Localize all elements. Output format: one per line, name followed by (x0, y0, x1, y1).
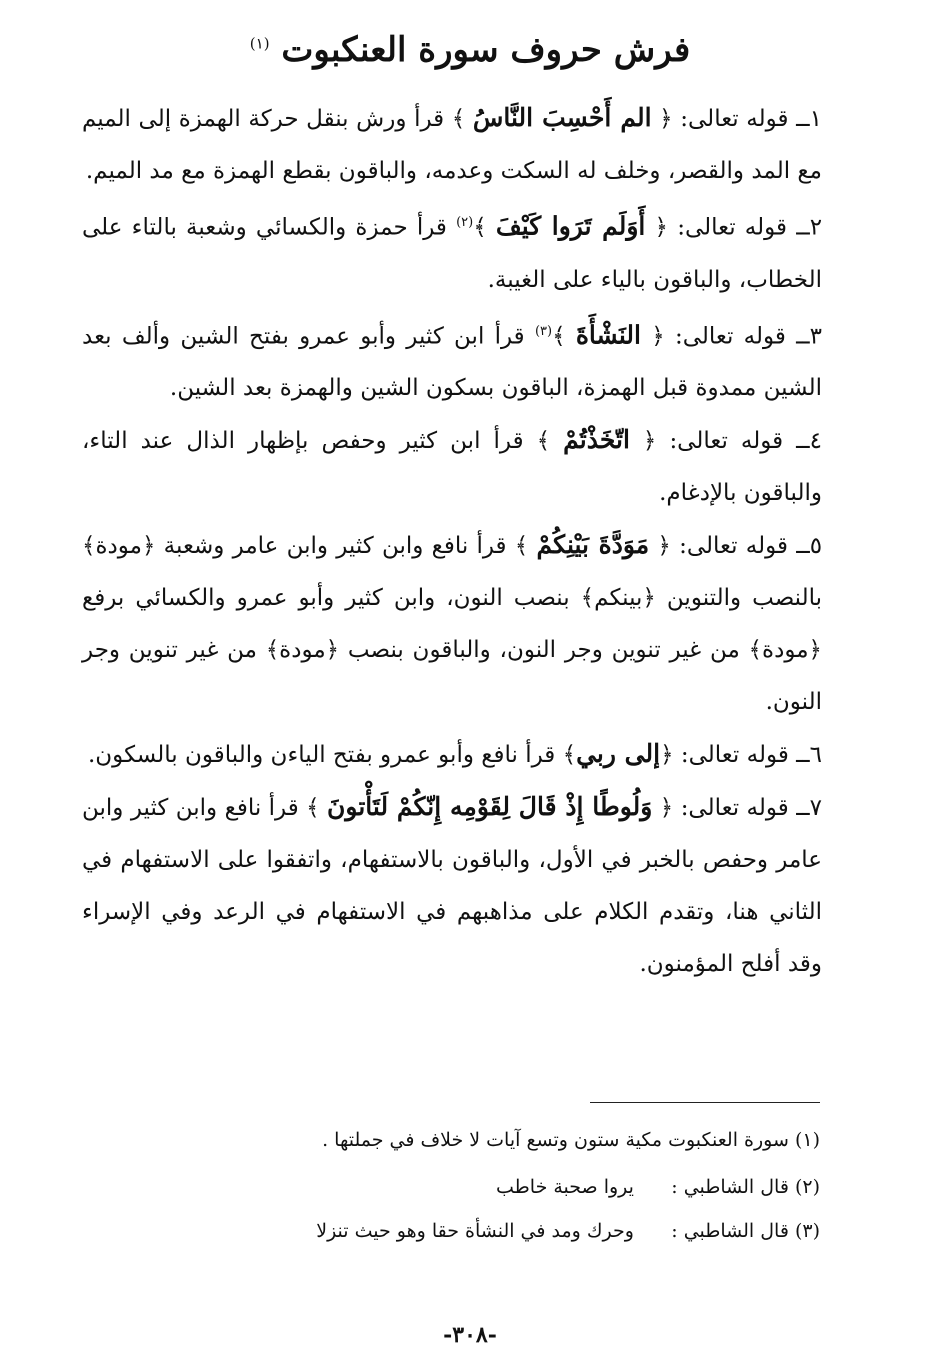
title-text: فرش حروف سورة العنكبوت (281, 30, 691, 70)
main-text (82, 92, 822, 990)
title-footnote-ref: (١) (249, 34, 270, 53)
page-title (0, 30, 940, 70)
paragraph-intro: قوله تعالى: (679, 533, 788, 560)
paragraph-text: قرأ حمزة والكسائي وشعبة بالتاء على الخطاب، والباقون بالياء على الغيبة. (82, 214, 822, 293)
paragraph: ١ــ قوله تعالى: ﴿ الم أَحْسِبَ النَّاسُ ﴾ قرأ ورش بنقل حركة الهمزة إلى الميم مع المد والقصر، وخلف له السكت وعدمه، والباقون بقطع الهمزة مع مد الميم. (82, 103, 822, 184)
page-number: -٣٠٨- (443, 1322, 497, 1348)
paragraph-number: ٢ــ (796, 214, 823, 241)
paragraph: ٧ــ قوله تعالى: ﴿ وَلُوطًا إِذْ قَالَ لِقَوْمِه إِنّكُمْ لَتَأْتونَ ﴾ قرأ نافع وابن كثير وابن عامر وحفص بالخبر في الأول، والباقون بالاستفهام، واتفقوا على الاستفهام في الثاني هنا، وتقدم الكلام على مذاهبهم في الاستفهام في الرعد وفي الإسراء وقد أفلح المؤمنون. (82, 792, 823, 978)
quran-quote: اتّخَذْتُمْ (563, 425, 630, 455)
footnote-verse: وحرك ومد في النشأة حقا وهو حيث تنزلا (316, 1220, 634, 1242)
paragraph-number: ١ــ (796, 106, 822, 132)
paragraph-text: قرأ نافع وابن كثير وابن عامر وحفص بالخبر في الأول، والباقون بالاستفهام، واتفقوا على الاستفهام في الثاني هنا، وتقدم الكلام على مذاهبهم في الاستفهام في الرعد وفي الإسراء وقد أفلح المؤمنون. (82, 795, 822, 978)
footnote-label: (٣) قال الشاطبي : (671, 1220, 820, 1242)
footnote-verse: يروا صحبة خاطب (496, 1176, 634, 1198)
footnote-divider (590, 1102, 820, 1103)
paragraph-text: قرأ نافع وأبو عمرو بفتح الياءن والباقون بالسكون. (87, 742, 556, 769)
paragraph-text: قرأ نافع وابن كثير وابن عامر وشعبة ﴿مودة﴾ بالنصب والتنوين ﴿بينكم﴾ بنصب النون، وابن كثير وأبو عمرو والكسائي برفع ﴿مودة﴾ من غير تنوين وجر النون، والباقون بنصب ﴿مودة﴾ من غير تنوين وجر النون. (82, 533, 822, 716)
paragraph-number: ٤ــ (796, 428, 822, 455)
quran-quote: مَوَدَّةَ بَيْنِكُمْ (536, 530, 650, 560)
quran-quote: أَوَلَم تَرَوا كَيْفَ (495, 211, 646, 241)
paragraph-text: قرأ ابن كثير وأبو عمرو بفتح الشين وألف بعد الشين ممدوة قبل الهمزة، الباقون بسكون الشين والهمزة بعد الشين. (82, 323, 822, 402)
paragraph-intro: قوله تعالى: (680, 742, 789, 769)
paragraph-text: قرأ ورش بنقل حركة الهمزة إلى الميم مع المد والقصر، وخلف له السكت وعدمه، والباقون بقطع الهمزة مع مد الميم. (82, 106, 822, 184)
paragraph-number: ٧ــ (796, 795, 823, 822)
paragraph-intro: قوله تعالى: (669, 428, 784, 455)
paragraph-number: ٣ــ (796, 323, 822, 350)
paragraph-intro: قوله تعالى: (680, 106, 789, 132)
footnote-2 (90, 1172, 820, 1202)
paragraph-number: ٦ــ (796, 742, 822, 769)
footnote-1: (١) سورة العنكبوت مكية ستون وتسع آيات لا خلاف في جملتها . (322, 1129, 820, 1151)
footnote-ref: (٣) (534, 323, 553, 339)
paragraph: ٤ــ قوله تعالى: ﴿ اتّخَذْتُمْ ﴾ قرأ ابن كثير وحفص بإظهار الذال عند التاء، والباقون بالإدغام. (82, 425, 822, 507)
footnote-label: (٢) قال الشاطبي : (671, 1176, 820, 1198)
quran-quote: وَلُوطًا إِذْ قَالَ لِقَوْمِه إِنّكُمْ لَتَأْتونَ (327, 792, 653, 822)
paragraph-intro: قوله تعالى: (674, 323, 786, 350)
paragraph-text: قرأ ابن كثير وحفص بإظهار الذال عند التاء، والباقون بالإدغام. (82, 428, 822, 507)
quran-quote: الم أَحْسِبَ النَّاسُ (472, 103, 652, 132)
paragraph: ٢ــ قوله تعالى: ﴿ أَوَلَم تَرَوا كَيْفَ ﴾$^{(٢)}$ قرأ حمزة والكسائي وشعبة بالتاء على الخطاب، والباقون بالياء على الغيبة. (82, 211, 823, 293)
quran-quote: إلى ربي (576, 739, 661, 769)
paragraph-intro: قوله تعالى: (680, 795, 789, 822)
paragraph-number: ٥ــ (796, 533, 823, 560)
paragraph-intro: قوله تعالى: (677, 214, 788, 241)
footnote-3 (90, 1216, 820, 1246)
paragraph: ٣ــ قوله تعالى: ﴿ النَشْأَةَ ﴾$^{(٣)}$ قرأ ابن كثير وأبو عمرو بفتح الشين وألف بعد الشين ممدوة قبل الهمزة، الباقون بسكون الشين والهمزة بعد الشين. (82, 320, 822, 402)
quran-quote: النَشْأَةَ (575, 320, 641, 350)
footnote-ref: (٢) (456, 215, 474, 230)
paragraph: ٥ــ قوله تعالى: ﴿ مَوَدَّةَ بَيْنِكُمْ ﴾ قرأ نافع وابن كثير وابن عامر وشعبة ﴿مودة﴾ بالنصب والتنوين ﴿بينكم﴾ بنصب النون، وابن كثير وأبو عمرو والكسائي برفع ﴿مودة﴾ من غير تنوين وجر النون، والباقون بنصب ﴿مودة﴾ من غير تنوين وجر النون. (82, 530, 823, 716)
paragraph: ٦ــ قوله تعالى: ﴿إلى ربي﴾ قرأ نافع وأبو عمرو بفتح الياءن والباقون بالسكون. (87, 739, 822, 769)
